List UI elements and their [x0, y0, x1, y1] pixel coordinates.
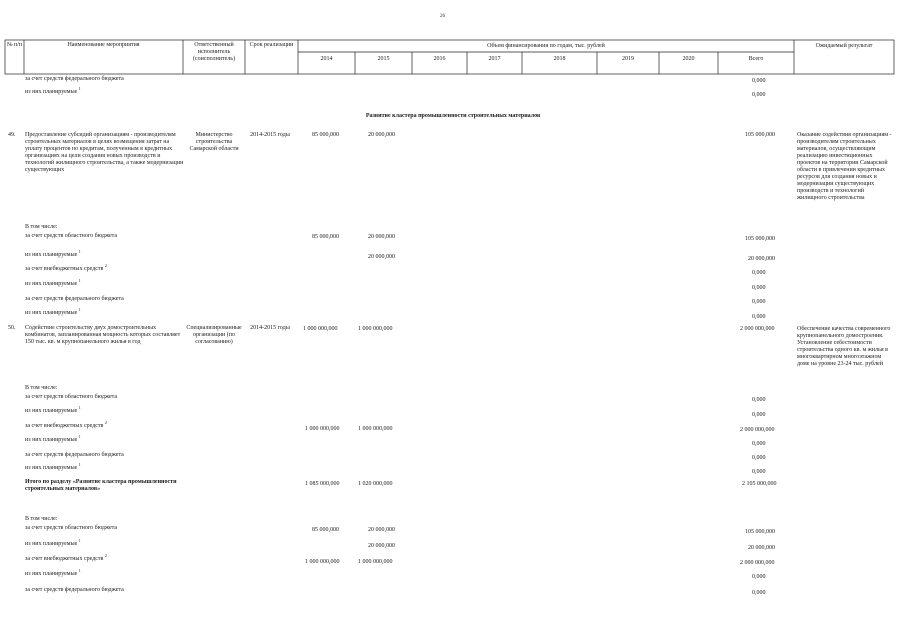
header-year-2018: 2018 — [553, 56, 566, 62]
item-period: 2014-2015 годы — [250, 132, 290, 138]
item-value-2015: 1 000 000,000 — [358, 326, 393, 332]
header-year-2017: 2017 — [488, 56, 501, 62]
item-result: Оказание содействия организациям - производителям строительных материалов, осуществляющим реализацию инвестиционных проектов на территории Самарской области в привлечении кредитных ресурсов для создания новых и модернизации существующих производств и технологий жилищного строительства — [797, 132, 892, 201]
header-executor: Ответственный исполнитель (соисполнитель) — [192, 42, 236, 62]
section-title: Развитие кластера промышленности строительных материалов — [365, 113, 541, 119]
table-row: за счет средств федерального бюджета — [25, 452, 124, 458]
table-row: за счет средств областного бюджета — [25, 525, 118, 531]
header-num: № п/п — [6, 42, 23, 48]
row-value-2015: 1 000 000,000 — [358, 426, 393, 432]
table-row: из них планируемые $^1$ — [25, 278, 81, 287]
row-value-total: 0,000 — [752, 469, 766, 475]
table-row: за счет внебюджетных средств $^2$ — [25, 420, 107, 429]
item-number: 50. — [8, 325, 16, 331]
row-value-total: 20 000,000 — [748, 545, 775, 551]
item-executor: Министерство строительства Самарской области — [189, 132, 239, 152]
table-row: за счет средств федерального бюджета — [25, 296, 124, 302]
row-value-2015: 20 000,000 — [368, 543, 395, 549]
row-value-total: 0,000 — [752, 590, 766, 596]
item-value-2014: 85 000,000 — [312, 132, 339, 138]
row-value-2015: 20 000,000 — [368, 234, 395, 240]
subtotal-value-2014: 1 085 000,000 — [305, 481, 340, 487]
including-label: В том числе: — [25, 224, 58, 230]
table-row: за счет средств областного бюджета — [25, 394, 118, 400]
subtotal-label: Итого по разделу «Развитие кластера промышленности строительных материалов» — [25, 479, 177, 492]
header-year-2016: 2016 — [433, 56, 446, 62]
table-row: из них планируемые $^1$ — [25, 538, 81, 547]
item-number: 49. — [8, 132, 16, 138]
header-name: Наименование мероприятия — [67, 42, 140, 48]
row-value-2015: 20 000,000 — [368, 527, 395, 533]
table-row: из них планируемые $^1$ — [25, 307, 81, 316]
table-row: за счет внебюджетных средств $^2$ — [25, 553, 107, 562]
top-row-total: 0,000 — [752, 92, 766, 98]
row-value-2014: 1 000 000,000 — [305, 559, 340, 565]
header-total: Всего — [748, 56, 764, 62]
header-year-2015: 2015 — [377, 56, 390, 62]
item-value-total: 105 000,000 — [745, 132, 775, 138]
item-name: Содействие строительству двух домостроительных комбинатов, запланированная мощность которых составляет 150 тыс. кв. м крупнопанельного жилья в год — [25, 325, 181, 345]
top-row-label: из них планируемые $^1$ — [25, 86, 81, 95]
including-label: В том числе: — [25, 385, 58, 391]
header-year-2020: 2020 — [682, 56, 695, 62]
item-result: Обеспечение качества современного крупнопанельного домостроения. Установление себестоимости строительства одного кв. м жилья в многоквартирном многоэтажном доме на уровне 23-24 тыс. рублей — [797, 326, 891, 367]
row-value-total: 2 000 000,000 — [740, 560, 775, 566]
row-value-total: 2 000 000,000 — [740, 427, 775, 433]
page-number: 26 — [440, 14, 445, 19]
subtotal-value-total: 2 105 000,000 — [742, 481, 777, 487]
row-value-total: 20 000,000 — [748, 256, 775, 262]
row-value-total: 0,000 — [752, 285, 766, 291]
row-value-2015: 20 000,000 — [368, 254, 395, 260]
header-result: Ожидаемый результат — [815, 43, 873, 49]
row-value-total: 0,000 — [752, 412, 766, 418]
row-value-total: 0,000 — [752, 455, 766, 461]
table-row: из них планируемые $^1$ — [25, 434, 81, 443]
header-period: Срок реализации — [249, 42, 294, 48]
header-year-2019: 2019 — [622, 56, 634, 62]
row-value-total: 0,000 — [752, 314, 766, 320]
header-funding: Объем финансирования по годам, тыс. рублей — [487, 43, 605, 49]
row-value-total: 105 000,000 — [745, 529, 775, 535]
item-period: 2014-2015 годы — [250, 325, 290, 331]
table-row: из них планируемые $^1$ — [25, 249, 81, 258]
top-row-total: 0,000 — [752, 78, 766, 84]
item-executor: Специализированные организации (по согласованию) — [186, 325, 242, 345]
row-value-total: 105 000,000 — [745, 236, 775, 242]
item-name: Предоставление субсидий организациям - производителям строительных материалов в целях возмещения затрат на уплату процентов по кредитам, полученным в кредитных организациях на цели создания новых производств и технологий жилищного строительства, а также модернизации существующих — [25, 132, 184, 173]
row-value-total: 0,000 — [752, 441, 766, 447]
top-row-label: за счет средств федерального бюджета — [25, 76, 124, 82]
table-row: из них планируемые $^1$ — [25, 405, 81, 414]
row-value-total: 0,000 — [752, 574, 766, 580]
item-value-2014: 1 000 000,000 — [303, 326, 338, 332]
table-row: за счет средств областного бюджета — [25, 233, 118, 239]
row-value-2014: 85 000,000 — [312, 234, 339, 240]
table-row: за счет внебюджетных средств $^2$ — [25, 263, 107, 272]
row-value-2015: 1 000 000,000 — [358, 559, 393, 565]
header-year-2014: 2014 — [320, 56, 333, 62]
table-row: за счет средств федерального бюджета — [25, 587, 124, 593]
item-value-2015: 20 000,000 — [368, 132, 395, 138]
table-row: из них планируемые $^1$ — [25, 462, 81, 471]
row-value-total: 0,000 — [752, 299, 766, 305]
table-row: из них планируемые $^1$ — [25, 568, 81, 577]
row-value-total: 0,000 — [752, 397, 766, 403]
including-label: В том числе: — [25, 516, 58, 522]
row-value-2014: 1 000 000,000 — [305, 426, 340, 432]
row-value-total: 0,000 — [752, 270, 766, 276]
subtotal-value-2015: 1 020 000,000 — [358, 481, 393, 487]
item-value-total: 2 000 000,000 — [740, 326, 775, 332]
row-value-2014: 85 000,000 — [312, 527, 339, 533]
